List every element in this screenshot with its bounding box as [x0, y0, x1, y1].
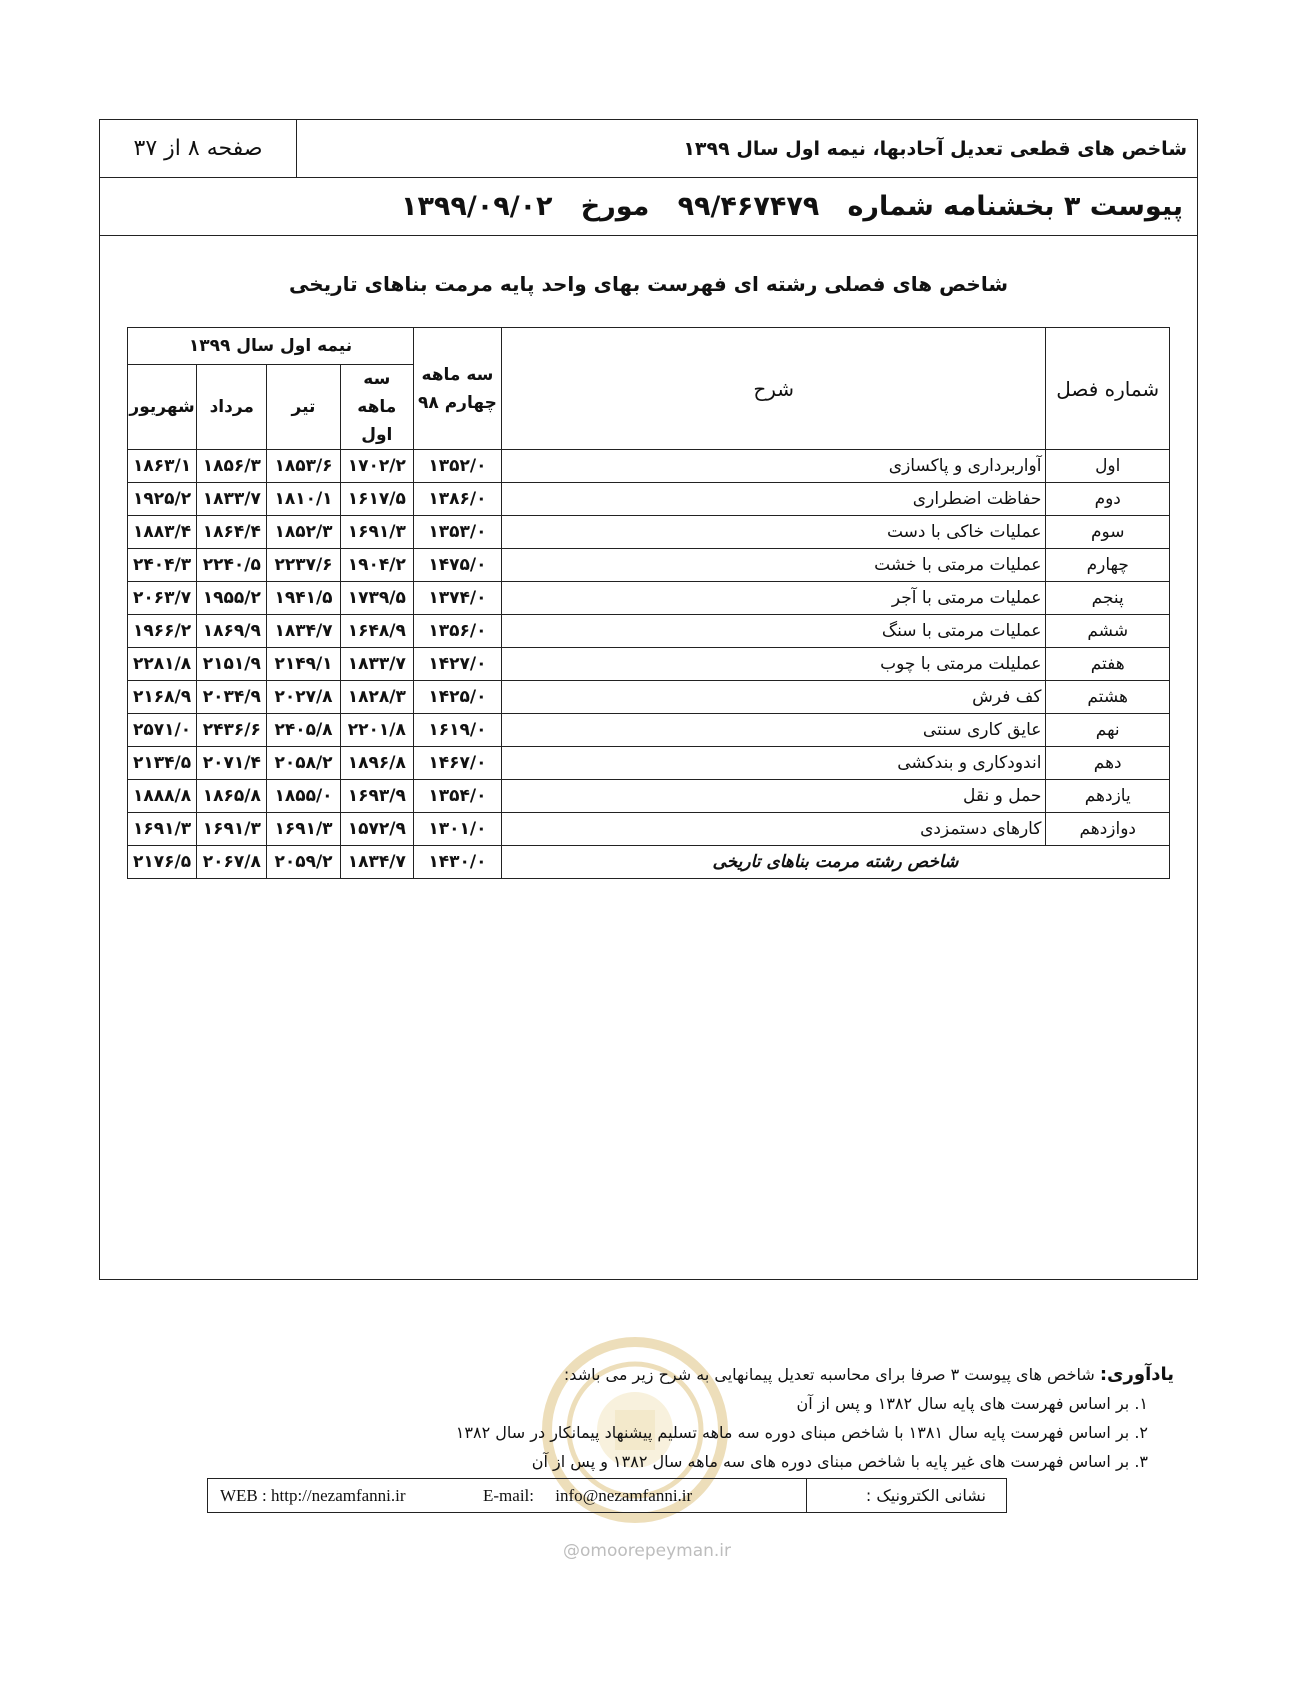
table-row [128, 582, 1170, 615]
row-chapter: نهم [1046, 714, 1170, 747]
row-shahrivar-value: ۱۶۹۱/۳ [128, 813, 197, 846]
row-tir-value: ۱۶۹۱/۳ [267, 813, 340, 846]
row-mordad-value: ۱۸۶۵/۸ [197, 780, 267, 813]
row-description: عملیات خاکی با دست [501, 516, 1046, 549]
table-row [128, 483, 1170, 516]
table-row [128, 747, 1170, 780]
row-q1-value: ۱۷۰۲/۲ [340, 450, 413, 483]
row-tir-value: ۲۰۲۷/۸ [267, 681, 340, 714]
row-description: عملیات مرمتی با خشت [501, 549, 1046, 582]
footer-watermark: @omoorepeyman.ir [562, 1541, 732, 1561]
email-link[interactable]: E-mail: info@nezamfanni.ir [483, 1485, 693, 1505]
row-shahrivar-value: ۱۹۲۵/۲ [128, 483, 197, 516]
row-mordad-value: ۲۴۳۶/۶ [197, 714, 267, 747]
row-q4-value: ۱۳۵۳/۰ [413, 516, 501, 549]
table-row [128, 615, 1170, 648]
row-chapter: چهارم [1046, 549, 1170, 582]
table-row [128, 780, 1170, 813]
row-q1-value: ۱۵۷۲/۹ [340, 813, 413, 846]
row-q1-value: ۱۶۴۸/۹ [340, 615, 413, 648]
total-tir-value: ۲۰۵۹/۲ [267, 846, 340, 879]
table-row [128, 813, 1170, 846]
row-description: آواربرداری و پاکسازی [501, 450, 1046, 483]
row-q4-value: ۱۴۶۷/۰ [413, 747, 501, 780]
row-description: کف فرش [501, 681, 1046, 714]
row-description: عملیات مرمتی با سنگ [501, 615, 1046, 648]
row-description: حمل و نقل [501, 780, 1046, 813]
notes-intro: شاخص های پیوست ۳ صرفا برای محاسبه تعدیل پیمانهایی به شرح زیر می باشد: [563, 1365, 1100, 1384]
row-q1-value: ۱۶۱۷/۵ [340, 483, 413, 516]
table-row [128, 648, 1170, 681]
row-chapter: یازدهم [1046, 780, 1170, 813]
header-row [100, 120, 1197, 178]
row-chapter: اول [1046, 450, 1170, 483]
row-chapter: پنجم [1046, 582, 1170, 615]
row-q1-value: ۱۸۳۳/۷ [340, 648, 413, 681]
row-mordad-value: ۱۸۳۳/۷ [197, 483, 267, 516]
col-mordad-header: مرداد [197, 365, 267, 450]
notes-heading: یادآوری: [1099, 1364, 1174, 1385]
row-q4-value: ۱۴۲۷/۰ [413, 648, 501, 681]
document-title: شاخص های قطعی تعدیل آحادبها، نیمه اول سال ۱۳۹۹ [683, 137, 1187, 160]
total-q1-value: ۱۸۳۴/۷ [340, 846, 413, 879]
col-desc-header: شرح [501, 328, 1046, 450]
row-shahrivar-value: ۲۵۷۱/۰ [128, 714, 197, 747]
header-row-top [128, 328, 1170, 365]
note-item: ۱. بر اساس فهرست های پایه سال ۱۳۸۲ و پس از آن [796, 1394, 1148, 1413]
row-q4-value: ۱۶۱۹/۰ [413, 714, 501, 747]
row-chapter: دوازدهم [1046, 813, 1170, 846]
row-q4-value: ۱۳۵۶/۰ [413, 615, 501, 648]
row-shahrivar-value: ۲۲۸۱/۸ [128, 648, 197, 681]
row-description: عملیات مرمتی با آجر [501, 582, 1046, 615]
total-description: شاخص رشته مرمت بناهای تاریخی [501, 846, 1169, 879]
row-q1-value: ۱۶۹۱/۳ [340, 516, 413, 549]
reminder-notes [274, 1360, 1174, 1476]
total-shahrivar-value: ۲۱۷۶/۵ [128, 846, 197, 879]
row-shahrivar-value: ۱۹۶۶/۲ [128, 615, 197, 648]
row-tir-value: ۲۲۳۷/۶ [267, 549, 340, 582]
row-tir-value: ۲۴۰۵/۸ [267, 714, 340, 747]
contact-box [207, 1478, 1007, 1513]
row-mordad-value: ۲۲۴۰/۵ [197, 549, 267, 582]
row-shahrivar-value: ۱۸۸۳/۴ [128, 516, 197, 549]
row-shahrivar-value: ۲۴۰۴/۳ [128, 549, 197, 582]
row-chapter: دهم [1046, 747, 1170, 780]
total-q4-value: ۱۴۳۰/۰ [413, 846, 501, 879]
document-frame [99, 119, 1198, 1280]
row-q4-value: ۱۴۲۵/۰ [413, 681, 501, 714]
row-description: اندودکاری و بندکشی [501, 747, 1046, 780]
row-tir-value: ۱۹۴۱/۵ [267, 582, 340, 615]
total-row [128, 846, 1170, 879]
row-q4-value: ۱۳۵۲/۰ [413, 450, 501, 483]
row-q4-value: ۱۴۷۵/۰ [413, 549, 501, 582]
row-shahrivar-value: ۲۰۶۳/۷ [128, 582, 197, 615]
contact-label: نشانی الکترونیک : [806, 1479, 1006, 1512]
row-chapter: دوم [1046, 483, 1170, 516]
row-mordad-value: ۱۸۵۶/۳ [197, 450, 267, 483]
group-h1-header: نیمه اول سال ۱۳۹۹ [128, 328, 414, 365]
row-mordad-value: ۱۹۵۵/۲ [197, 582, 267, 615]
row-shahrivar-value: ۲۱۶۸/۹ [128, 681, 197, 714]
row-chapter: هفتم [1046, 648, 1170, 681]
row-description: حفاظت اضطراری [501, 483, 1046, 516]
table-body [128, 450, 1170, 879]
row-mordad-value: ۲۰۷۱/۴ [197, 747, 267, 780]
row-q4-value: ۱۳۵۴/۰ [413, 780, 501, 813]
row-tir-value: ۱۸۵۵/۰ [267, 780, 340, 813]
table-row [128, 450, 1170, 483]
col-chapter-header: شماره فصل [1046, 328, 1170, 450]
index-table [127, 327, 1170, 879]
row-mordad-value: ۱۶۹۱/۳ [197, 813, 267, 846]
row-q4-value: ۱۳۸۶/۰ [413, 483, 501, 516]
row-tir-value: ۱۸۳۴/۷ [267, 615, 340, 648]
table-row [128, 516, 1170, 549]
website-link[interactable]: WEB : http://nezamfanni.ir [220, 1485, 406, 1505]
row-mordad-value: ۱۸۶۴/۴ [197, 516, 267, 549]
table-row [128, 681, 1170, 714]
row-chapter: ششم [1046, 615, 1170, 648]
row-q1-value: ۱۹۰۴/۲ [340, 549, 413, 582]
page-number: صفحه ۸ از ۳۷ [100, 120, 297, 177]
total-mordad-value: ۲۰۶۷/۸ [197, 846, 267, 879]
row-description: عایق کاری سنتی [501, 714, 1046, 747]
row-tir-value: ۲۱۴۹/۱ [267, 648, 340, 681]
notes-intro-line [274, 1360, 1174, 1389]
row-mordad-value: ۲۰۳۴/۹ [197, 681, 267, 714]
row-tir-value: ۱۸۵۳/۶ [267, 450, 340, 483]
table-row [128, 714, 1170, 747]
note-item: ۲. بر اساس فهرست پایه سال ۱۳۸۱ با شاخص مبنای دوره سه ماهه تسلیم پیشنهاد پیمانکار در سال ۱۳۸۲ [455, 1423, 1148, 1442]
subheader-row [100, 178, 1197, 236]
row-q1-value: ۲۲۰۱/۸ [340, 714, 413, 747]
row-q1-value: ۱۸۹۶/۸ [340, 747, 413, 780]
row-tir-value: ۲۰۵۸/۲ [267, 747, 340, 780]
row-q1-value: ۱۸۲۸/۳ [340, 681, 413, 714]
note-item: ۳. بر اساس فهرست های غیر پایه با شاخص مبنای دوره های سه ماهه سال ۱۳۸۲ و پس از آن [531, 1452, 1148, 1471]
row-chapter: سوم [1046, 516, 1170, 549]
row-description: عملیلت مرمتی با چوب [501, 648, 1046, 681]
row-shahrivar-value: ۱۸۸۸/۸ [128, 780, 197, 813]
row-chapter: هشتم [1046, 681, 1170, 714]
row-shahrivar-value: ۱۸۶۳/۱ [128, 450, 197, 483]
row-description: کارهای دستمزدی [501, 813, 1046, 846]
col-shahrivar-header: شهریور [128, 365, 197, 450]
table-row [128, 549, 1170, 582]
row-q4-value: ۱۳۷۴/۰ [413, 582, 501, 615]
row-q4-value: ۱۳۰۱/۰ [413, 813, 501, 846]
col-q4-header: سه ماهه چهارم ۹۸ [413, 328, 501, 450]
row-q1-value: ۱۶۹۳/۹ [340, 780, 413, 813]
table-title: شاخص های فصلی رشته ای فهرست بهای واحد پایه مرمت بناهای تاریخی [288, 272, 1009, 296]
row-q1-value: ۱۷۳۹/۵ [340, 582, 413, 615]
row-mordad-value: ۱۸۶۹/۹ [197, 615, 267, 648]
circular-reference: پیوست ۳ بخشنامه شماره ۹۹/۴۶۷۴۷۹ مورخ ۱۳۹۹/۰۹/۰۲ [400, 191, 1183, 222]
row-tir-value: ۱۸۵۲/۳ [267, 516, 340, 549]
row-shahrivar-value: ۲۱۳۴/۵ [128, 747, 197, 780]
row-tir-value: ۱۸۱۰/۱ [267, 483, 340, 516]
col-q1-header: سه ماهه اول [340, 365, 413, 450]
row-mordad-value: ۲۱۵۱/۹ [197, 648, 267, 681]
col-tir-header: تیر [267, 365, 340, 450]
